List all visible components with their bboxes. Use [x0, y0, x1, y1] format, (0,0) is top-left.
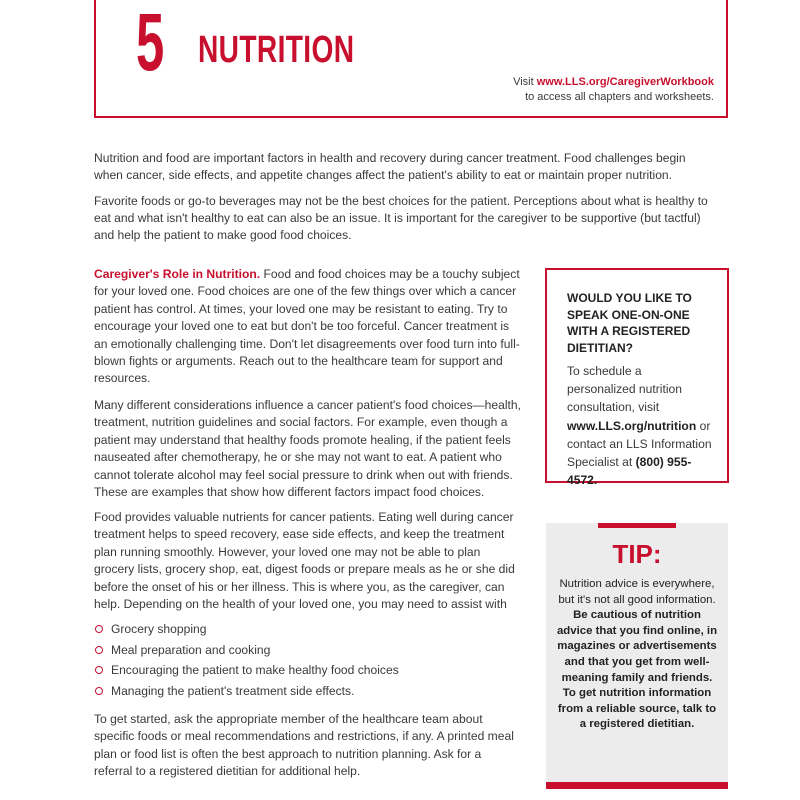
tip-top-bar [598, 523, 676, 528]
list-item-label: Meal preparation and cooking [111, 642, 271, 657]
list-item [94, 662, 522, 683]
nutrients-paragraph [94, 509, 522, 613]
bullet-circle-icon [95, 687, 103, 695]
tip-intro-text: Nutrition advice is everywhere, but it's not all good information. [558, 578, 716, 606]
assist-list [94, 621, 522, 703]
considerations-paragraph [94, 397, 522, 501]
chapter-header [94, 0, 728, 118]
getting-started-paragraph [94, 711, 522, 781]
nutrition-link[interactable]: www.LLS.org/nutrition [567, 418, 697, 433]
caregiver-role-section [94, 266, 522, 388]
visit-note [513, 75, 714, 105]
chapter-number: 5 [136, 0, 165, 88]
bullet-circle-icon [95, 646, 103, 654]
section-heading: Caregiver's Role in Nutrition. [94, 267, 261, 281]
tip-title: TIP: [612, 539, 662, 569]
getting-started-text: To get started, ask the appropriate member of the healthcare team about specific foods or meal recommendations and restrictions, if any. A printed meal plan or food list is often the best approach to nutrition planning. Ask for a referral to a registered dietitian for additional help. [94, 712, 514, 779]
tip-body [556, 577, 718, 733]
visit-prefix: Visit [513, 76, 537, 88]
list-item-label: Encouraging the patient to make healthy food choices [111, 663, 399, 677]
intro-paragraph-2: Favorite foods or go-to beverages may not be the best choices for the patient. Perceptions about what is healthy to eat and what isn't healthy to eat can also be an issue. It is important for the caregiver to be supportive (but tactful) and help the patient to make good food choices. [94, 194, 708, 242]
callout-heading: WOULD YOU LIKE TO SPEAK ONE-ON-ONE WITH A REGISTERED DIETITIAN? [567, 291, 692, 355]
phone-number[interactable]: (800) 955-4572. [567, 455, 692, 488]
callout-body [567, 362, 713, 489]
chapter-title: NUTRITION [198, 29, 355, 71]
list-item [94, 683, 522, 704]
visit-suffix: to access all chapters and worksheets. [525, 91, 714, 103]
dietitian-callout [545, 268, 729, 488]
bullet-circle-icon [95, 625, 103, 633]
callout-line-1: To schedule a personalized nutrition consultation, visit [567, 364, 682, 415]
bullet-circle-icon [95, 666, 103, 674]
role-text: Food and food choices may be a touchy subject for your loved one. Food choices are one of the few things over which a cancer patient has control. At times, your loved one may be resistant to eating. Try to encourage your loved one to eat but don't be too forceful. Cancer treatment is an emotionally challenging time. Don't let disagreements over food turn into full-blown fights or arguments. Reach out to the healthcare team for support and resources. [94, 267, 520, 386]
tip-advice-text: Be cautious of nutrition advice that you find online, in magazines or advertisements and that you get from well-meaning family and friends. To get nutrition information from a reliable source, talk to a registered dietitian. [556, 609, 718, 731]
tip-callout [546, 523, 728, 789]
list-item [94, 621, 522, 642]
list-item-label: Managing the patient's treatment side effects. [111, 683, 355, 698]
nutrients-text: Food provides valuable nutrients for cancer patients. Eating well during cancer treatment helps to speed recovery, ease side effects, and keep the treatment plan running smoothly. However, your loved one may not be able to plan grocery lists, grocery shop, eat, digest foods or prepare meals as he or she did before the onset of his or her illness. This is where you, as the caregiver, can help. Depending on the health of your loved one, you may need to assist with [94, 510, 515, 612]
list-item [94, 642, 522, 663]
intro-paragraph-1: Nutrition and food are important factors in health and recovery during cancer treatment. Food challenges begin when cancer, side effects, and appetite changes affect the patient's ability to eat or maintain proper nutrition. [94, 151, 686, 182]
considerations-text: Many different considerations influence a cancer patient's food choices—health, treatment, nutrition guidelines and social factors. For example, even though a patient may understand that healthy foods promote healing, if the patient feels nauseated after chemotherapy, he or she may not want to eat. A patient who cannot tolerate alcohol may feel social pressure to drink when out with friends. These are examples that show how different factors impact food choices. [94, 398, 521, 500]
callout-line-2: or contact an LLS Information Specialist at [567, 418, 712, 470]
list-item-label: Grocery shopping [111, 622, 207, 636]
tip-bottom-bar [546, 782, 728, 789]
workbook-link[interactable]: www.LLS.org/CaregiverWorkbook [536, 76, 714, 88]
